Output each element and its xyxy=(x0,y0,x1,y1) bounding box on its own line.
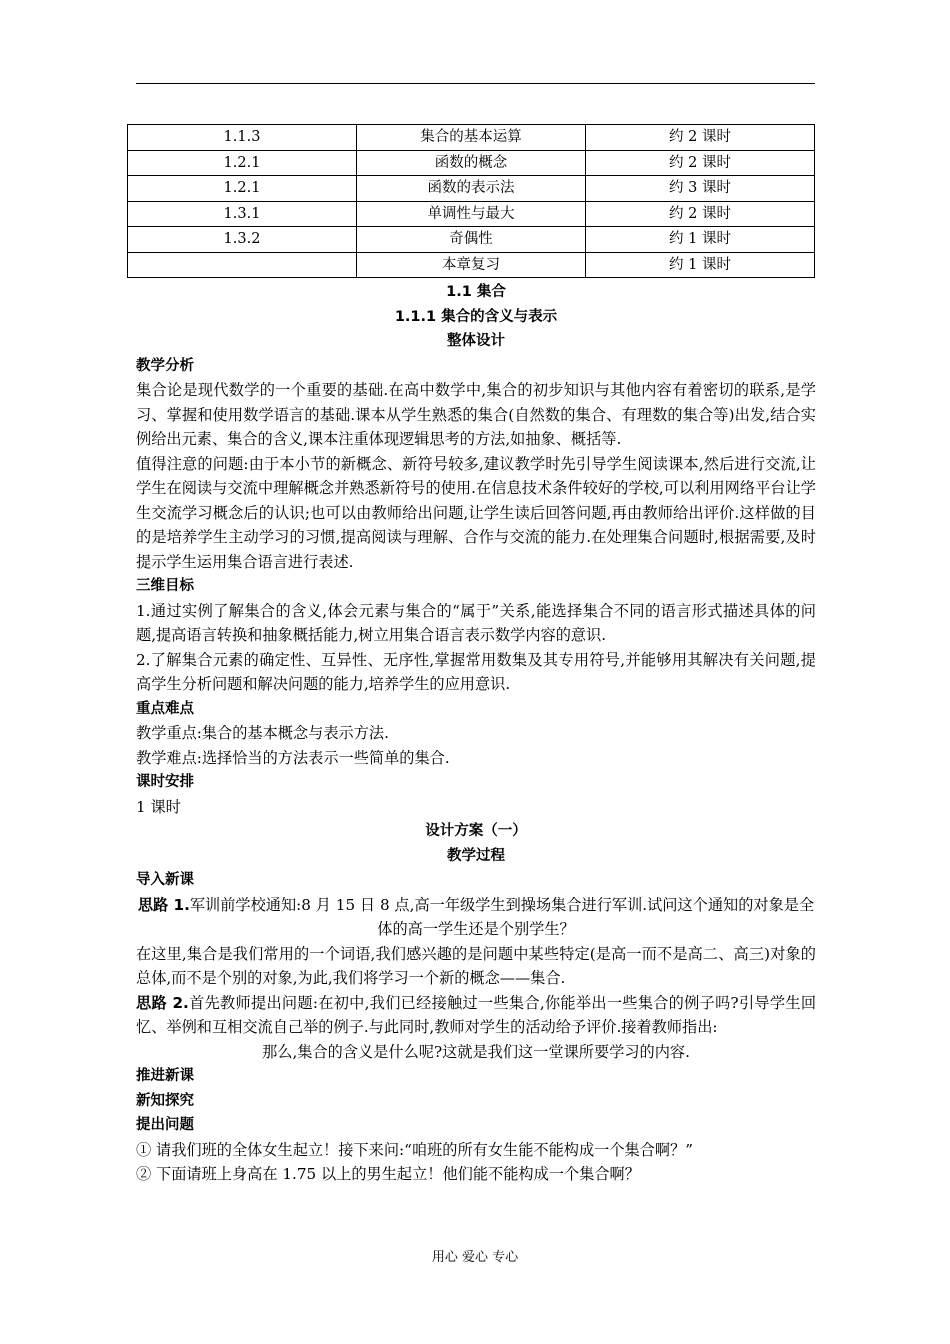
heading-hours: 课时安排 xyxy=(136,774,194,790)
idea-2-label: 思路 2. xyxy=(136,993,189,1012)
paragraph: 值得注意的问题:由于本小节的新概念、新符号较多,建议教学时先引导学生阅读课本,然后进行交流,让学生在阅读与交流中理解概念并熟悉新符号的使用.在信息技术条件较好的学校,可以利用网络平台让学生交流学习概念后的认识;也可以由教师给出问题,让学生读后回答问题,再由教师给出评价.这样做的目的是培养学生主动学习的习惯,提高阅读与理解、合作与交流的能力.在处理集合问题时,根据需要,及时提示学生运用集合语言进行表述. xyxy=(136,454,816,571)
table-cell: 单调性与最大 xyxy=(357,201,586,227)
table-row xyxy=(128,125,815,151)
paragraph: 在这里,集合是我们常用的一个词语,我们感兴趣的是问题中某些特定(是高一而不是高二、高三)对象的总体,而不是个别的对象,为此,我们将学习一个新的概念——集合. xyxy=(136,944,816,987)
process-title: 教学过程 xyxy=(447,847,505,864)
table-cell xyxy=(128,252,357,278)
table-cell: 约 1 课时 xyxy=(586,227,815,253)
paragraph: 1 课时 xyxy=(136,797,181,816)
heading-analysis: 教学分析 xyxy=(136,357,194,374)
table-cell: 约 2 课时 xyxy=(586,125,815,151)
table-cell: 约 2 课时 xyxy=(586,150,815,176)
table-cell: 1.3.2 xyxy=(128,227,357,253)
table-cell: 本章复习 xyxy=(357,252,586,278)
table-cell: 1.1.3 xyxy=(128,125,357,151)
idea-2-continued: 那么,集合的含义是什么呢?这就是我们这一堂课所要学习的内容. xyxy=(262,1042,690,1061)
idea-1-text: 军训前学校通知:8 月 15 日 8 点,高一年级学生到操场集合进行军训.试问这个通知的对象是全体的高一学生还是个别学生？ xyxy=(189,895,815,938)
table-cell: 约 3 课时 xyxy=(586,176,815,202)
header-rule xyxy=(136,83,815,84)
table-cell: 奇偶性 xyxy=(357,227,586,253)
question-1: ① 请我们班的全体女生起立！接下来问:“咱班的所有女生能不能构成一个集合啊？” xyxy=(136,1140,694,1159)
table-cell: 函数的概念 xyxy=(357,150,586,176)
table-cell: 约 2 课时 xyxy=(586,201,815,227)
plan-title: 设计方案（一） xyxy=(425,823,527,839)
paragraph: 2.了解集合元素的确定性、互异性、无序性,掌握常用数集及其专用符号,并能够用其解决有关问题,提高学生分析问题和解决问题的能力,培养学生的应用意识. xyxy=(136,650,816,693)
heading-advance: 推进新课 xyxy=(136,1068,194,1084)
question-2: ② 下面请班上身高在 1.75 以上的男生起立！他们能不能构成一个集合啊？ xyxy=(136,1165,640,1183)
heading-key-points: 重点难点 xyxy=(136,700,194,717)
paragraph: 教学重点:集合的基本概念与表示方法. xyxy=(136,724,389,742)
paragraph: 1.通过实例了解集合的含义,体会元素与集合的“属于”关系,能选择集合不同的语言形式描述具体的问题,提高语言转换和抽象概括能力,树立用集合语言表示数学内容的意识. xyxy=(136,601,816,644)
idea-2-text: 首先教师提出问题:在初中,我们已经接触过一些集合,你能举出一些集合的例子吗?引导学生回忆、举例和互相交流自己举的例子.与此同时,教师对学生的活动给予评价.接着教师指出: xyxy=(136,993,817,1036)
heading-goals: 三维目标 xyxy=(136,578,194,594)
paragraph: 集合论是现代数学的一个重要的基础.在高中数学中,集合的初步知识与其他内容有着密切的联系,是学习、掌握和使用数学语言的基础.课本从学生熟悉的集合(自然数的集合、有理数的集合等)出发,结合实例给出元素、集合的含义,课本注重体现逻辑思考的方法,如抽象、概括等. xyxy=(136,381,816,448)
table-cell: 1.2.1 xyxy=(128,150,357,176)
table-row xyxy=(128,201,815,227)
table-cell: 集合的基本运算 xyxy=(357,125,586,151)
idea-1 xyxy=(136,893,816,942)
table-row xyxy=(128,176,815,202)
schedule-table xyxy=(127,124,815,278)
table-cell: 1.3.1 xyxy=(128,201,357,227)
section-title: 1.1 集合 xyxy=(446,284,506,300)
table-row xyxy=(128,227,815,253)
table-cell: 1.2.1 xyxy=(128,176,357,202)
document-body xyxy=(136,280,816,1187)
table-row xyxy=(128,252,815,278)
heading-question: 提出问题 xyxy=(136,1117,194,1133)
table-cell: 函数的表示法 xyxy=(357,176,586,202)
design-title: 整体设计 xyxy=(447,333,505,349)
idea-2 xyxy=(136,991,816,1040)
subsection-title: 1.1.1 集合的含义与表示 xyxy=(394,308,558,325)
heading-intro: 导入新课 xyxy=(136,872,194,888)
paragraph: 教学难点:选择恰当的方法表示一些简单的集合. xyxy=(136,748,450,767)
table-cell: 约 1 课时 xyxy=(586,252,815,278)
page-footer: 用心 爱心 专心 xyxy=(431,1250,519,1265)
table-row xyxy=(128,150,815,176)
heading-explore: 新知探究 xyxy=(136,1092,194,1109)
idea-1-label: 思路 1. xyxy=(137,895,190,914)
